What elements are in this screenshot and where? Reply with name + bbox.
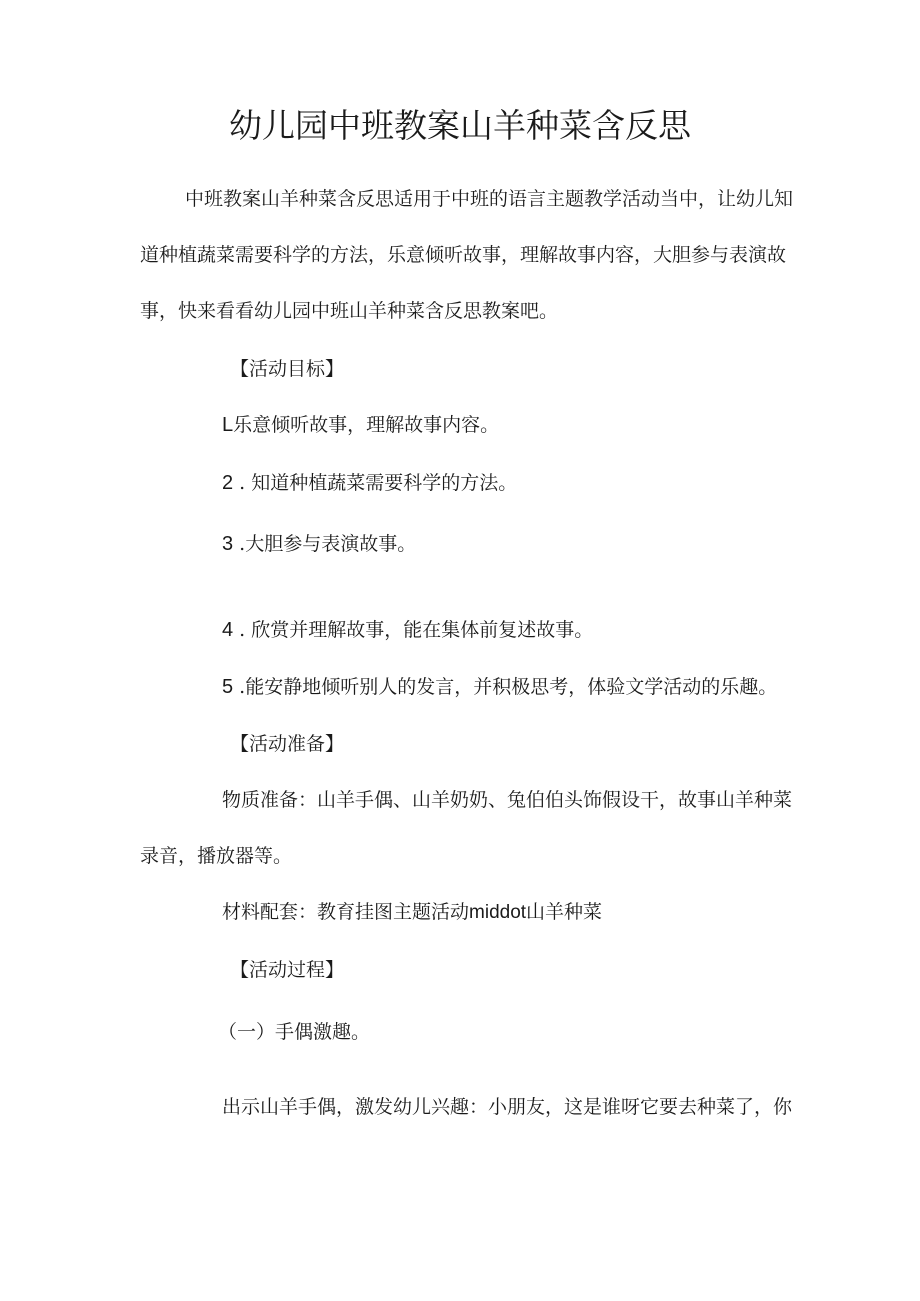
section-heading-goals: 【活动目标】 xyxy=(230,358,345,380)
document-title: 幼儿园中班教案山羊种菜含反思 xyxy=(229,106,691,145)
process-step-1-text: 出示山羊手偶，激发幼儿兴趣：小朋友，这是谁呀它要去种菜了，你 xyxy=(222,1096,793,1118)
goal-text: 乐意倾听故事，理解故事内容。 xyxy=(233,414,500,436)
goal-item-3 xyxy=(222,531,416,557)
material-kit-line xyxy=(222,899,602,926)
goal-text: .能安静地倾听别人的发言，并积极思考，体验文学活动的乐趣。 xyxy=(233,676,778,698)
material-kit-prefix: 材料配套：教育挂图主题活动 xyxy=(222,901,470,923)
goal-text: .大胆参与表演故事。 xyxy=(233,533,417,555)
material-prep-line-2: 录音，播放器等。 xyxy=(140,845,293,867)
goal-text: . 欣赏并理解故事，能在集体前复述故事。 xyxy=(233,619,594,641)
section-heading-process: 【活动过程】 xyxy=(230,959,345,981)
section-heading-preparation: 【活动准备】 xyxy=(230,733,345,755)
goal-number: 4 xyxy=(222,619,234,641)
material-kit-suffix: 山羊种菜 xyxy=(526,901,603,923)
goal-item-4 xyxy=(222,617,593,643)
goal-number: 3 xyxy=(222,533,234,555)
goal-number: L xyxy=(222,414,234,436)
intro-line-3: 事，快来看看幼儿园中班山羊种菜含反思教案吧。 xyxy=(140,300,559,322)
goal-item-2 xyxy=(222,470,517,496)
intro-line-1: 中班教案山羊种菜含反思适用于中班的语言主题教学活动当中，让幼儿知 xyxy=(185,188,794,210)
goal-number: 2 xyxy=(222,472,234,494)
goal-item-5 xyxy=(222,674,777,700)
material-prep-line-1: 物质准备：山羊手偶、山羊奶奶、兔伯伯头饰假设干，故事山羊种菜 xyxy=(222,789,793,811)
process-step-1-heading: （一）手偶激趣。 xyxy=(218,1021,371,1043)
goal-number: 5 xyxy=(222,676,234,698)
goal-item-1 xyxy=(222,412,499,438)
material-kit-latin: middot xyxy=(469,902,527,923)
intro-line-2: 道种植蔬菜需要科学的方法，乐意倾听故事，理解故事内容，大胆参与表演故 xyxy=(140,244,787,266)
goal-text: . 知道种植蔬菜需要科学的方法。 xyxy=(233,472,518,494)
